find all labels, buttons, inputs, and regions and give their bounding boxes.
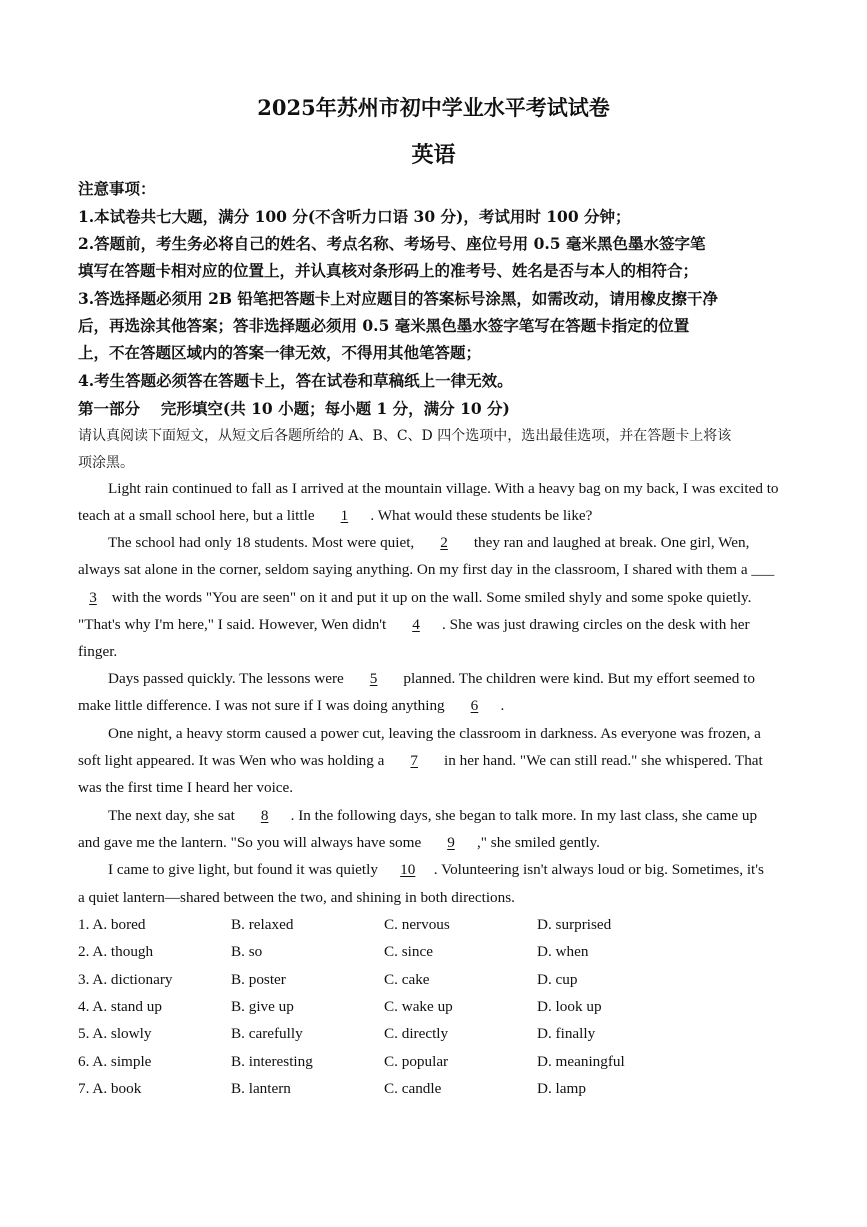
notice-line-5: 后，再选涂其他答案；答非选择题必须用 0.5 毫米黑色墨水签字笔写在答题卡指定的位置: [78, 316, 690, 335]
passage-text: soft light appeared. It was Wen who was holding a: [78, 752, 389, 769]
blank-2: 2: [440, 534, 448, 551]
option-c: C. since: [384, 943, 433, 960]
passage-text: with the words "You are seen" on it and put it up on the wall. Some smiled shyly and some spoke quietly.: [108, 589, 752, 606]
blank-7: 7: [410, 752, 418, 769]
exam-subject: 英语: [411, 142, 456, 168]
option-a: 4. A. stand up: [78, 998, 162, 1015]
option-b: B. lantern: [231, 1080, 291, 1097]
notice-line-3: 填写在答题卡相对应的位置上，并认真核对条形码上的准考号、姓名是否与本人的相符合；: [78, 261, 699, 280]
passage-line: [78, 697, 504, 715]
passage-line: [78, 589, 751, 607]
passage-text: in her hand. "We can still read." she whispered. That: [440, 752, 763, 769]
notice-line-4: 3.答选择题必须用 2B 铅笔把答题卡上对应题目的答案标号涂黑，如需改动，请用橡皮擦干净: [78, 289, 718, 308]
option-a: 3. A. dictionary: [78, 971, 173, 988]
option-row-2: [78, 943, 798, 963]
blank-8: 8: [260, 807, 269, 824]
passage-text: ," she smiled gently.: [476, 834, 600, 851]
passage-line: finger.: [78, 643, 118, 660]
option-row-7: [78, 1080, 798, 1100]
option-c: C. wake up: [384, 998, 453, 1015]
passage-line: [78, 616, 750, 634]
option-d: D. meaningful: [537, 1053, 625, 1070]
passage-text: .: [500, 697, 505, 714]
option-b: B. relaxed: [231, 916, 294, 933]
passage-line: [78, 834, 600, 852]
passage-text: The school had only 18 students. Most were quiet,: [108, 534, 419, 551]
passage-text: The next day, she sat: [108, 807, 239, 824]
option-b: B. interesting: [231, 1053, 313, 1070]
passage-text: make little difference. I was not sure if I was doing anything: [78, 697, 449, 714]
section-heading: 第一部分 完形填空(共 10 小题；每小题 1 分，满分 10 分): [78, 399, 510, 418]
passage-line: [108, 807, 757, 825]
notice-line-7: 4.考生答题必须答在答题卡上，答在试卷和草稿纸上一律无效。: [78, 371, 513, 390]
passage-text: Days passed quickly. The lessons were: [108, 670, 348, 687]
option-a: 5. A. slowly: [78, 1025, 152, 1042]
passage-text: . In the following days, she began to talk more. In my last class, she came up: [290, 807, 758, 824]
blank-5: 5: [369, 670, 378, 687]
option-b: B. give up: [231, 998, 294, 1015]
option-a: 7. A. book: [78, 1080, 142, 1097]
option-row-4: [78, 998, 798, 1018]
passage-text: planned. The children were kind. But my effort seemed to: [399, 670, 755, 687]
option-d: D. finally: [537, 1025, 596, 1042]
option-a: 2. A. though: [78, 943, 154, 960]
passage-line: a quiet lantern—shared between the two, and shining in both directions.: [78, 889, 515, 906]
passage-text: . She was just drawing circles on the desk with her: [442, 616, 750, 633]
option-row-5: [78, 1025, 798, 1045]
option-b: B. poster: [231, 971, 286, 988]
notice-line-6: 上，不在答题区域内的答案一律无效，不得用其他笔答题；: [78, 343, 482, 362]
passage-line: always sat alone in the corner, seldom saying anything. On my first day in the classroom, I shared with them a ___: [78, 561, 775, 578]
passage-line: [78, 752, 763, 770]
passage-text: they ran and laughed at break. One girl, Wen,: [470, 534, 750, 551]
section-instruction-1: 请认真阅读下面短文，从短文后各题所给的 A、B、C、D 四个选项中，选出最佳选项，并在答题卡上将该: [78, 428, 732, 444]
passage-text: . Volunteering isn't always loud or big. Sometimes, it's: [433, 861, 764, 878]
passage-text: . What would these students be like?: [370, 507, 593, 524]
option-d: D. look up: [537, 998, 602, 1015]
option-c: C. cake: [384, 971, 430, 988]
blank-6: 6: [470, 697, 479, 714]
passage-line: Light rain continued to fall as I arrived at the mountain village. With a heavy bag on my back, I was excited to: [108, 480, 779, 497]
notice-heading: 注意事项：: [78, 179, 156, 198]
option-row-3: [78, 971, 798, 991]
blank-1: 1: [340, 507, 349, 524]
blank-10: 10: [400, 861, 416, 878]
passage-text: "That's why I'm here," I said. However, Wen didn't: [78, 616, 391, 633]
passage-line: [108, 534, 749, 552]
passage-line: [78, 507, 592, 525]
option-b: B. carefully: [231, 1025, 303, 1042]
option-a: 1. A. bored: [78, 916, 146, 933]
option-c: C. nervous: [384, 916, 450, 933]
passage-line: [108, 861, 764, 879]
passage-line: was the first time I heard her voice.: [78, 779, 294, 796]
section-instruction-2: 项涂黑。: [78, 455, 134, 471]
passage-text: I came to give light, but found it was quietly: [108, 861, 382, 878]
option-row-6: [78, 1053, 798, 1073]
option-c: C. candle: [384, 1080, 442, 1097]
option-d: D. when: [537, 943, 589, 960]
option-row-1: [78, 916, 798, 936]
option-d: D. surprised: [537, 916, 612, 933]
notice-line-1: 1.本试卷共七大题，满分 100 分(不含听力口语 30 分)，考试用时 100 分钟；: [78, 207, 631, 226]
passage-line: [108, 670, 755, 688]
option-a: 6. A. simple: [78, 1053, 152, 1070]
option-c: C. directly: [384, 1025, 449, 1042]
option-c: C. popular: [384, 1053, 449, 1070]
passage-line: One night, a heavy storm caused a power cut, leaving the classroom in darkness. As everyone was frozen, a: [108, 725, 761, 742]
passage-text: teach at a small school here, but a little: [78, 507, 319, 524]
blank-9: 9: [447, 834, 455, 851]
option-d: D. lamp: [537, 1080, 586, 1097]
blank-3: 3: [89, 589, 97, 606]
blank-4: 4: [412, 616, 420, 633]
option-d: D. cup: [537, 971, 578, 988]
exam-title: 2025年苏州市初中学业水平考试试卷: [257, 95, 610, 120]
passage-text: and gave me the lantern. "So you will always have some: [78, 834, 425, 851]
notice-line-2: 2.答题前，考生务必将自己的姓名、考点名称、考场号、座位号用 0.5 毫米黑色墨水签字笔: [78, 234, 706, 253]
option-b: B. so: [231, 943, 263, 960]
